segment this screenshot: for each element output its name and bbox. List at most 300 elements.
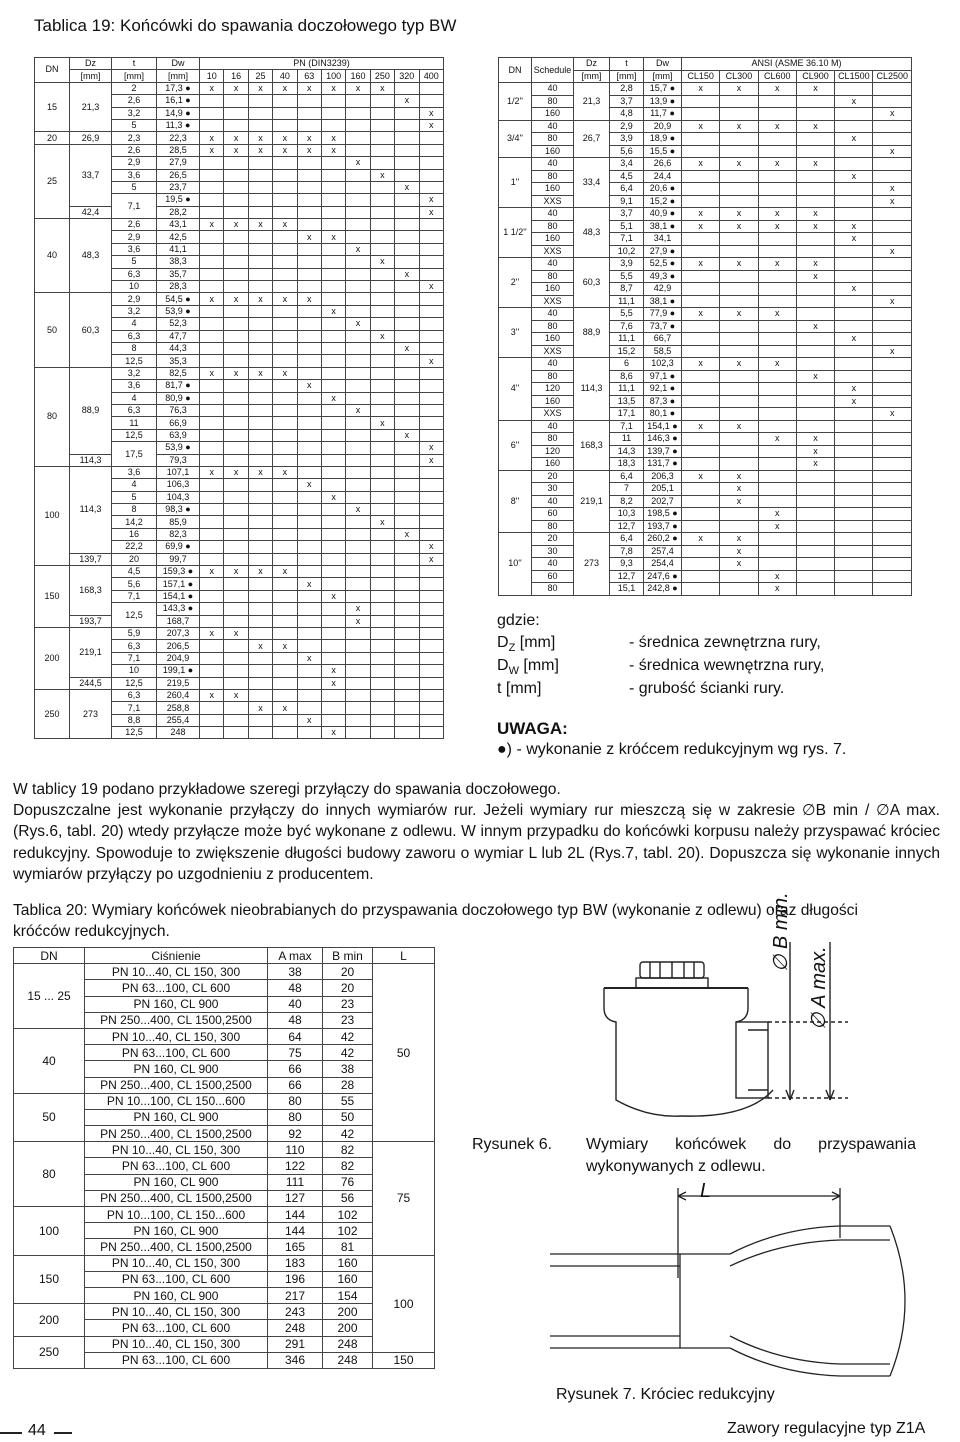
cell-mark	[370, 107, 394, 119]
cell-mark	[370, 132, 394, 144]
pn-col-header: 40	[273, 70, 297, 82]
cell-mark	[758, 408, 796, 421]
pn-table	[34, 57, 444, 739]
cell-mark	[758, 145, 796, 158]
cell-dw: 38,1 ●	[644, 220, 682, 233]
ansi-row	[499, 133, 912, 146]
cell-mark: x	[720, 220, 758, 233]
cell-mark	[273, 318, 297, 330]
cell-dw: 28,5	[157, 144, 200, 156]
cell-dw: 80,1 ●	[644, 408, 682, 421]
t20-a-max: 92	[268, 1126, 323, 1142]
pn-col-header: 160	[346, 70, 370, 82]
pn-col-header: 400	[419, 70, 443, 82]
legend-symbol-sub: Z	[508, 642, 516, 655]
cl-col-header: CL300	[720, 70, 758, 83]
cell-mark: x	[873, 145, 912, 158]
cell-mark: x	[395, 429, 419, 441]
cell-dw: 13,9 ●	[644, 95, 682, 108]
cell-dw: 255,4	[157, 714, 200, 726]
cell-mark	[835, 533, 873, 546]
cell-mark	[873, 445, 912, 458]
cell-mark	[682, 395, 720, 408]
cell-t: 3,9	[610, 258, 644, 271]
cell-mark	[395, 578, 419, 590]
cell-mark	[395, 603, 419, 615]
cell-mark	[758, 558, 796, 571]
cell-mark	[273, 404, 297, 416]
ansi-row	[499, 270, 912, 283]
ansi-row	[499, 283, 912, 296]
cell-mark	[224, 541, 248, 553]
cell-t: 2	[112, 82, 157, 94]
cell-mark	[370, 281, 394, 293]
cell-mark	[682, 458, 720, 471]
cell-mark: x	[720, 533, 758, 546]
cell-mark	[835, 520, 873, 533]
cell-mark	[200, 169, 224, 181]
cell-mark	[248, 169, 272, 181]
cell-mark: x	[224, 82, 248, 94]
cell-mark	[796, 345, 834, 358]
cl-col-header: CL2500	[873, 70, 912, 83]
cell-mark	[370, 219, 394, 231]
cell-mark	[395, 206, 419, 218]
cell-mark	[297, 281, 321, 293]
cell-mark	[370, 442, 394, 454]
cell-mark	[419, 342, 443, 354]
cell-mark: x	[395, 342, 419, 354]
cell-mark	[273, 442, 297, 454]
cell-mark	[346, 727, 370, 739]
cell-mark	[395, 82, 419, 94]
cell-mark	[419, 652, 443, 664]
cell-mark	[248, 404, 272, 416]
cell-mark	[796, 395, 834, 408]
cell-mark	[682, 558, 720, 571]
cell-mark	[873, 133, 912, 146]
t20-b-min: 82	[323, 1158, 373, 1174]
cell-mark	[419, 305, 443, 317]
paragraph-body: Dopuszczalne jest wykonanie przyłączy do innych wymiarów rur. Jeżeli wymiary rur mieszczą się w zakresie ∅B min / ∅A max. (Rys.6, tabl. 20) wtedy przyłącze może być wykonane z odlewu. W innym przypadku do końcówki korpusu należy przyspawać króciec redukcyjny. Spowoduje to zwiększenie długości budowy zaworu o wymiar L lub 2L (Rys.7, tabl. 20). Dopuszcza się wykonanie innych wymiarów przyłączy po uzgodnieniu z producentem.	[13, 802, 940, 883]
cell-mark	[224, 318, 248, 330]
cell-dw: 41,1	[157, 243, 200, 255]
t20-b-min: 38	[323, 1061, 373, 1077]
ansi-row	[499, 333, 912, 346]
t20-dn: 250	[14, 1336, 85, 1368]
cell-dn: 3/4''	[499, 120, 532, 158]
cell-mark	[321, 417, 345, 429]
col-dn: DN	[499, 58, 532, 83]
cell-mark	[200, 541, 224, 553]
t20-pressure: PN 250...400, CL 1500,2500	[85, 1126, 268, 1142]
cell-t: 8	[112, 342, 157, 354]
t20-b-min: 160	[323, 1255, 373, 1271]
cell-t: 6	[610, 358, 644, 371]
cell-dw: 193,7 ●	[644, 520, 682, 533]
cell-mark	[224, 702, 248, 714]
cell-dz: 48,3	[70, 219, 112, 293]
cell-mark: x	[835, 95, 873, 108]
cell-mark	[796, 108, 834, 121]
cell-mark	[720, 383, 758, 396]
ansi-row	[499, 233, 912, 246]
cell-mark	[682, 583, 720, 596]
l-dimension-label: L	[700, 1180, 712, 1202]
cell-mark	[273, 578, 297, 590]
cell-mark	[273, 429, 297, 441]
cell-mark	[720, 445, 758, 458]
cell-dn: 15	[35, 82, 70, 132]
cell-t: 12,5	[112, 429, 157, 441]
cell-mark	[273, 454, 297, 466]
cell-mark	[321, 281, 345, 293]
cell-mark	[346, 355, 370, 367]
unit-t: [mm]	[112, 70, 157, 82]
cell-mark	[873, 545, 912, 558]
cell-mark	[248, 553, 272, 565]
cell-mark: x	[419, 119, 443, 131]
cell-mark: x	[835, 283, 873, 296]
cell-dz: 88,9	[574, 308, 610, 358]
cell-mark	[835, 270, 873, 283]
cell-mark	[419, 330, 443, 342]
legend-desc: - grubość ścianki rury.	[629, 680, 785, 697]
cell-dn: 1/2''	[499, 83, 532, 121]
cell-t: 10	[112, 281, 157, 293]
cell-mark	[720, 345, 758, 358]
cell-mark: x	[758, 583, 796, 596]
ansi-row	[499, 508, 912, 521]
figure-7-caption: Rysunek 7. Króciec redukcyjny	[556, 1386, 775, 1403]
cell-mark	[758, 370, 796, 383]
t20-a-max: 248	[268, 1320, 323, 1336]
cell-mark	[720, 370, 758, 383]
cell-mark	[395, 355, 419, 367]
cell-dw: 53,9 ●	[157, 442, 200, 454]
cell-mark	[200, 640, 224, 652]
cell-mark	[758, 495, 796, 508]
cell-mark	[248, 516, 272, 528]
cell-mark: x	[321, 231, 345, 243]
t20-b-min: 23	[323, 1012, 373, 1028]
cell-mark	[758, 383, 796, 396]
cell-mark	[395, 144, 419, 156]
t20-b-min: 200	[323, 1304, 373, 1320]
cell-mark	[370, 367, 394, 379]
cell-dz: 114,3	[70, 466, 112, 553]
cell-mark	[346, 640, 370, 652]
cell-dw: 40,9 ●	[644, 208, 682, 221]
cell-schedule: 160	[532, 333, 574, 346]
cell-mark	[395, 219, 419, 231]
cell-mark	[796, 520, 834, 533]
cell-t: 2,6	[112, 219, 157, 231]
cell-schedule: 160	[532, 108, 574, 121]
cell-mark	[297, 157, 321, 169]
cell-mark	[224, 590, 248, 602]
cell-mark	[200, 95, 224, 107]
t20-header-row	[14, 948, 435, 964]
cell-dw: 254,4	[644, 558, 682, 571]
cell-mark	[395, 491, 419, 503]
cell-mark	[419, 727, 443, 739]
cell-mark	[224, 640, 248, 652]
cell-t: 6,4	[610, 470, 644, 483]
cell-mark: x	[297, 144, 321, 156]
cell-mark	[758, 245, 796, 258]
cell-mark: x	[796, 370, 834, 383]
cell-mark	[835, 583, 873, 596]
ansi-row	[499, 583, 912, 596]
cell-mark	[796, 420, 834, 433]
cell-mark	[346, 107, 370, 119]
t20-b-min: 42	[323, 1028, 373, 1044]
cell-schedule: 60	[532, 570, 574, 583]
t20-a-max: 80	[268, 1109, 323, 1125]
cell-mark	[419, 256, 443, 268]
cell-dz: 168,3	[574, 420, 610, 470]
cell-mark	[395, 132, 419, 144]
cell-schedule: 40	[532, 358, 574, 371]
cell-mark	[321, 454, 345, 466]
cell-mark	[419, 528, 443, 540]
cell-t: 22,2	[112, 541, 157, 553]
cell-dw: 20,9	[644, 120, 682, 133]
cell-mark	[395, 590, 419, 602]
ansi-row	[499, 420, 912, 433]
cell-mark: x	[297, 82, 321, 94]
cell-mark	[835, 195, 873, 208]
cell-t: 7,1	[112, 590, 157, 602]
cell-mark	[273, 627, 297, 639]
cell-mark	[200, 516, 224, 528]
cell-schedule: 60	[532, 508, 574, 521]
cell-t: 12,7	[610, 570, 644, 583]
t20-row	[14, 1255, 435, 1271]
cell-mark: x	[224, 566, 248, 578]
cell-mark: x	[346, 504, 370, 516]
cell-mark	[873, 83, 912, 96]
t20-b-min: 102	[323, 1223, 373, 1239]
cell-mark	[346, 206, 370, 218]
cell-t: 10,3	[610, 508, 644, 521]
cell-mark	[419, 627, 443, 639]
t20-col-header: Ciśnienie	[85, 948, 268, 964]
t20-b-min: 248	[323, 1352, 373, 1368]
cell-mark	[321, 504, 345, 516]
cell-mark	[248, 318, 272, 330]
cell-dn: 8''	[499, 470, 532, 533]
t20-a-max: 66	[268, 1077, 323, 1093]
cell-mark	[395, 640, 419, 652]
cell-mark	[758, 445, 796, 458]
cell-dn: 4''	[499, 358, 532, 421]
cell-mark	[224, 380, 248, 392]
cell-mark	[224, 342, 248, 354]
ansi-row	[499, 245, 912, 258]
t20-a-max: 196	[268, 1271, 323, 1287]
cell-mark	[370, 566, 394, 578]
cell-mark	[273, 677, 297, 689]
cell-dw: 157,1 ●	[157, 578, 200, 590]
cell-dw: 98,3 ●	[157, 504, 200, 516]
cell-mark	[419, 392, 443, 404]
cell-mark	[200, 107, 224, 119]
cell-mark	[682, 145, 720, 158]
cell-mark	[346, 466, 370, 478]
cell-mark	[248, 677, 272, 689]
cell-mark	[796, 95, 834, 108]
cell-mark: x	[273, 367, 297, 379]
cell-schedule: 40	[532, 120, 574, 133]
cell-mark: x	[273, 219, 297, 231]
cell-mark	[273, 603, 297, 615]
cell-mark	[682, 483, 720, 496]
cell-schedule: 80	[532, 95, 574, 108]
cell-dw: 107,1	[157, 466, 200, 478]
cell-mark: x	[321, 665, 345, 677]
cell-t: 11,1	[610, 383, 644, 396]
cell-mark	[200, 528, 224, 540]
cell-mark	[395, 157, 419, 169]
cell-t: 8	[112, 504, 157, 516]
cell-mark	[395, 677, 419, 689]
cell-mark	[273, 181, 297, 193]
cell-dn: 2''	[499, 258, 532, 308]
ansi-row	[499, 383, 912, 396]
cell-mark: x	[682, 258, 720, 271]
cell-mark	[297, 330, 321, 342]
cell-mark	[370, 677, 394, 689]
cell-mark: x	[758, 208, 796, 221]
cell-mark	[395, 665, 419, 677]
t20-pressure: PN 160, CL 900	[85, 1287, 268, 1303]
cell-mark: x	[682, 533, 720, 546]
cell-t: 3,6	[112, 243, 157, 255]
cell-mark	[248, 256, 272, 268]
cell-mark	[835, 495, 873, 508]
cell-mark	[321, 479, 345, 491]
cell-mark: x	[682, 220, 720, 233]
cell-mark: x	[200, 689, 224, 701]
cell-mark: x	[419, 454, 443, 466]
cell-mark	[419, 95, 443, 107]
cell-mark: x	[720, 208, 758, 221]
cell-mark	[835, 120, 873, 133]
cell-dz: 33,7	[70, 144, 112, 206]
legend-symbol	[497, 680, 629, 700]
t20-pressure: PN 63...100, CL 600	[85, 980, 268, 996]
cell-dw: 92,1 ●	[644, 383, 682, 396]
t20-b-min: 23	[323, 996, 373, 1012]
cell-mark	[395, 169, 419, 181]
cell-mark	[796, 195, 834, 208]
cell-mark	[346, 665, 370, 677]
ansi-row	[499, 370, 912, 383]
cell-mark: x	[419, 107, 443, 119]
b-min-label: ∅ B min.	[770, 892, 792, 972]
cell-mark	[395, 553, 419, 565]
cell-mark	[419, 169, 443, 181]
cell-schedule: 30	[532, 545, 574, 558]
cell-mark	[297, 119, 321, 131]
cell-mark	[796, 183, 834, 196]
cell-dw: 42,5	[157, 231, 200, 243]
cell-dn: 250	[35, 689, 70, 739]
cell-dw: 34,1	[644, 233, 682, 246]
cell-mark	[419, 82, 443, 94]
cell-mark	[200, 603, 224, 615]
cell-mark: x	[796, 433, 834, 446]
cell-mark	[321, 640, 345, 652]
pn-header-units	[35, 70, 444, 82]
cell-t: 7,8	[610, 545, 644, 558]
cell-mark	[273, 194, 297, 206]
cell-mark	[224, 429, 248, 441]
cell-mark	[720, 245, 758, 258]
cell-mark	[758, 170, 796, 183]
t20-l: 50	[373, 964, 435, 1142]
cell-mark	[873, 308, 912, 321]
ansi-header-row	[499, 58, 912, 71]
cell-t: 5,5	[610, 270, 644, 283]
cell-mark	[758, 545, 796, 558]
cell-t: 5	[112, 119, 157, 131]
cell-mark	[200, 615, 224, 627]
cell-schedule: 80	[532, 320, 574, 333]
cell-mark	[200, 305, 224, 317]
cell-mark	[720, 145, 758, 158]
cell-mark	[370, 590, 394, 602]
cell-mark	[835, 570, 873, 583]
cell-mark	[395, 652, 419, 664]
cell-mark	[419, 689, 443, 701]
cell-mark	[200, 578, 224, 590]
cell-mark	[682, 320, 720, 333]
cell-mark: x	[720, 83, 758, 96]
t20-row	[14, 1336, 435, 1352]
cell-dz: 114,3	[574, 358, 610, 421]
t20-b-min: 82	[323, 1142, 373, 1158]
cell-mark: x	[720, 483, 758, 496]
cell-mark	[297, 677, 321, 689]
cell-dw: 80,9 ●	[157, 392, 200, 404]
cl-col-header: CL1500	[835, 70, 873, 83]
cell-dw: 260,4	[157, 689, 200, 701]
cell-mark	[873, 483, 912, 496]
cell-mark: x	[758, 433, 796, 446]
cell-mark	[370, 665, 394, 677]
cell-dz: 42,4	[70, 206, 112, 218]
cell-t: 8,2	[610, 495, 644, 508]
cell-mark	[273, 355, 297, 367]
cell-mark	[395, 231, 419, 243]
cell-mark	[370, 491, 394, 503]
cell-mark	[419, 714, 443, 726]
cell-t: 7,6	[610, 320, 644, 333]
cell-mark	[796, 145, 834, 158]
cell-mark: x	[758, 220, 796, 233]
cell-mark: x	[370, 82, 394, 94]
cell-dw: 38,3	[157, 256, 200, 268]
cell-dz: 48,3	[574, 208, 610, 258]
cell-mark	[297, 404, 321, 416]
cell-mark	[224, 305, 248, 317]
cell-t: 8,7	[610, 283, 644, 296]
cell-mark	[370, 479, 394, 491]
cell-mark: x	[835, 233, 873, 246]
